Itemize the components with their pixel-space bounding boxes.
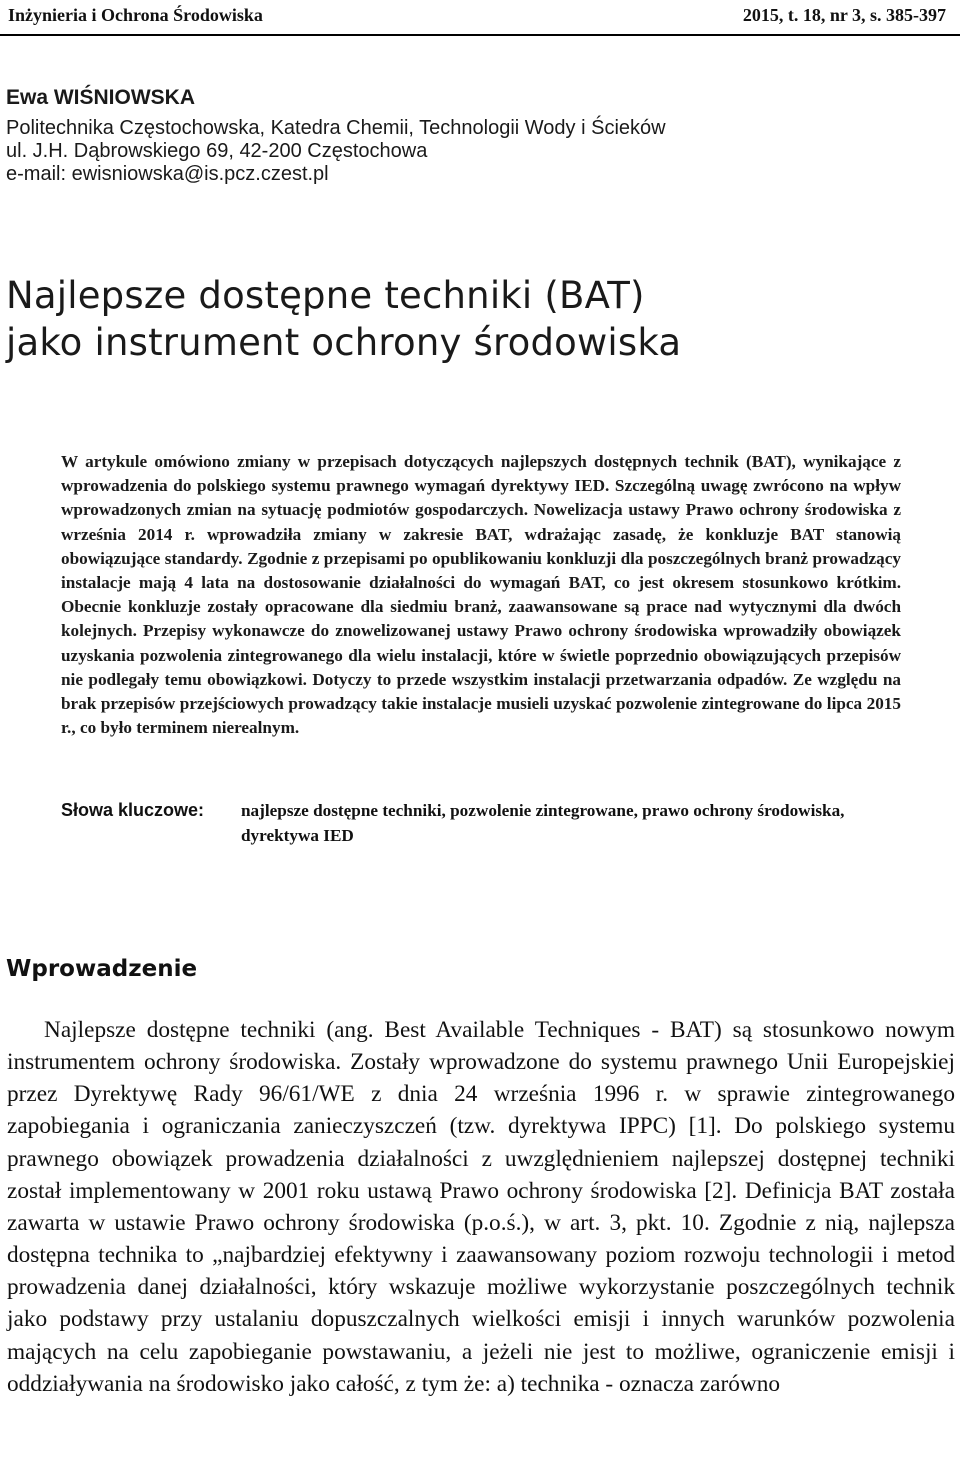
section-heading-introduction: Wprowadzenie <box>6 956 198 982</box>
author-email: e-mail: ewisniowska@is.pcz.czest.pl <box>6 163 329 185</box>
abstract: W artykule omówiono zmiany w przepisach dotyczących najlepszych dostępnych technik (BAT), wynikające z wprowadzenia do polskiego systemu prawnego wymagań dyrektywy IED. Szczególną uwagę zwrócono na wpływ wprowadzonych zmian na sytuację podmiotów gospodarczych. Nowelizacja ustawy Prawo ochrony środowiska z września 2014 r. wprowadziła zmiany w zakresie BAT, wdrażając zasadę, że konkluzje BAT stanowią obowiązujące standardy. Zgodnie z przepisami po opublikowaniu konkluzji dla poszczególnych branż prowadzący instalacje mają 4 lata na dostosowanie działalności do wymagań BAT, co jest okresem stosunkowo krótkim. Obecnie konkluzje zostały opracowane dla siedmiu branż, zaawansowane są prace nad wytycznymi dla dwóch kolejnych. Przepisy wykonawcze do znowelizowanej ustawy Prawo ochrony środowiska wprowadziły obowiązek uzyskania pozwolenia zintegrowanego dla wielu instalacji, które w świetle poprzednio obowiązujących przepisów nie podlegały temu obowiązkowi. Dotyczy to przede wszystkim instalacji przetwarzania odpadów. Ze względu na brak przepisów przejściowych prowadzący takie instalacje musieli uzyskać pozwolenie zintegrowane do lipca 2015 r., co było terminem nierealnym. <box>61 452 901 738</box>
author-block <box>6 86 666 186</box>
title-line-1: Najlepsze dostępne techniki (BAT) <box>6 274 645 317</box>
author-name: Ewa WIŚNIOWSKA <box>6 86 196 109</box>
keywords-label: Słowa kluczowe: <box>61 800 205 820</box>
journal-citation: 2015, t. 18, nr 3, s. 385-397 <box>742 5 946 25</box>
keywords <box>61 798 911 848</box>
journal-name: Inżynieria i Ochrona Środowiska <box>8 5 263 25</box>
author-affiliation: Politechnika Częstochowska, Katedra Chemii, Technologii Wody i Ścieków <box>6 117 666 139</box>
author-address: ul. J.H. Dąbrowskiego 69, 42-200 Częstochowa <box>6 140 428 162</box>
keywords-text: najlepsze dostępne techniki, pozwolenie zintegrowane, prawo ochrony środowiska, dyrektywa IED <box>241 801 845 845</box>
introduction-paragraph: Najlepsze dostępne techniki (ang. Best Available Techniques - BAT) są stosunkowo nowym instrumentem ochrony środowiska. Zostały wprowadzone do systemu prawnego Unii Europejskiej przez Dyrektywę Rady 96/61/WE z dnia 24 września 1996 r. w sprawie zintegrowanego zapobiegania i ograniczania zanieczyszczeń (tzw. dyrektywa IPPC) [1]. Do polskiego systemu prawnego obowiązek prowadzenia działalności z uwzględnieniem najlepszej dostępnej techniki został implementowany w 2001 roku ustawą Prawo ochrony środowiska [2]. Definicja BAT została zawarta w ustawie Prawo ochrony środowiska (p.o.ś.), w art. 3, pkt. 10. Zgodnie z nią, najlepsza dostępna technika to „najbardziej efektywny i zaawansowany poziom rozwoju technologii i metod prowadzenia danej działalności, który wskazuje możliwe wykorzystanie poszczególnych technik jako podstawy przy ustalaniu dopuszczalnych wielkości emisji i innych warunków pozwolenia mających na celu zapobieganie powstawaniu, a jeżeli nie jest to możliwe, ograniczenie emisji i oddziaływania na środowisko jako całość, z tym że: a) technika - oznacza zarówno <box>7 1017 955 1397</box>
title-line-2: jako instrument ochrony środowiska <box>6 321 682 364</box>
header-divider <box>0 34 960 36</box>
running-header <box>8 4 946 28</box>
article-title <box>6 272 936 366</box>
